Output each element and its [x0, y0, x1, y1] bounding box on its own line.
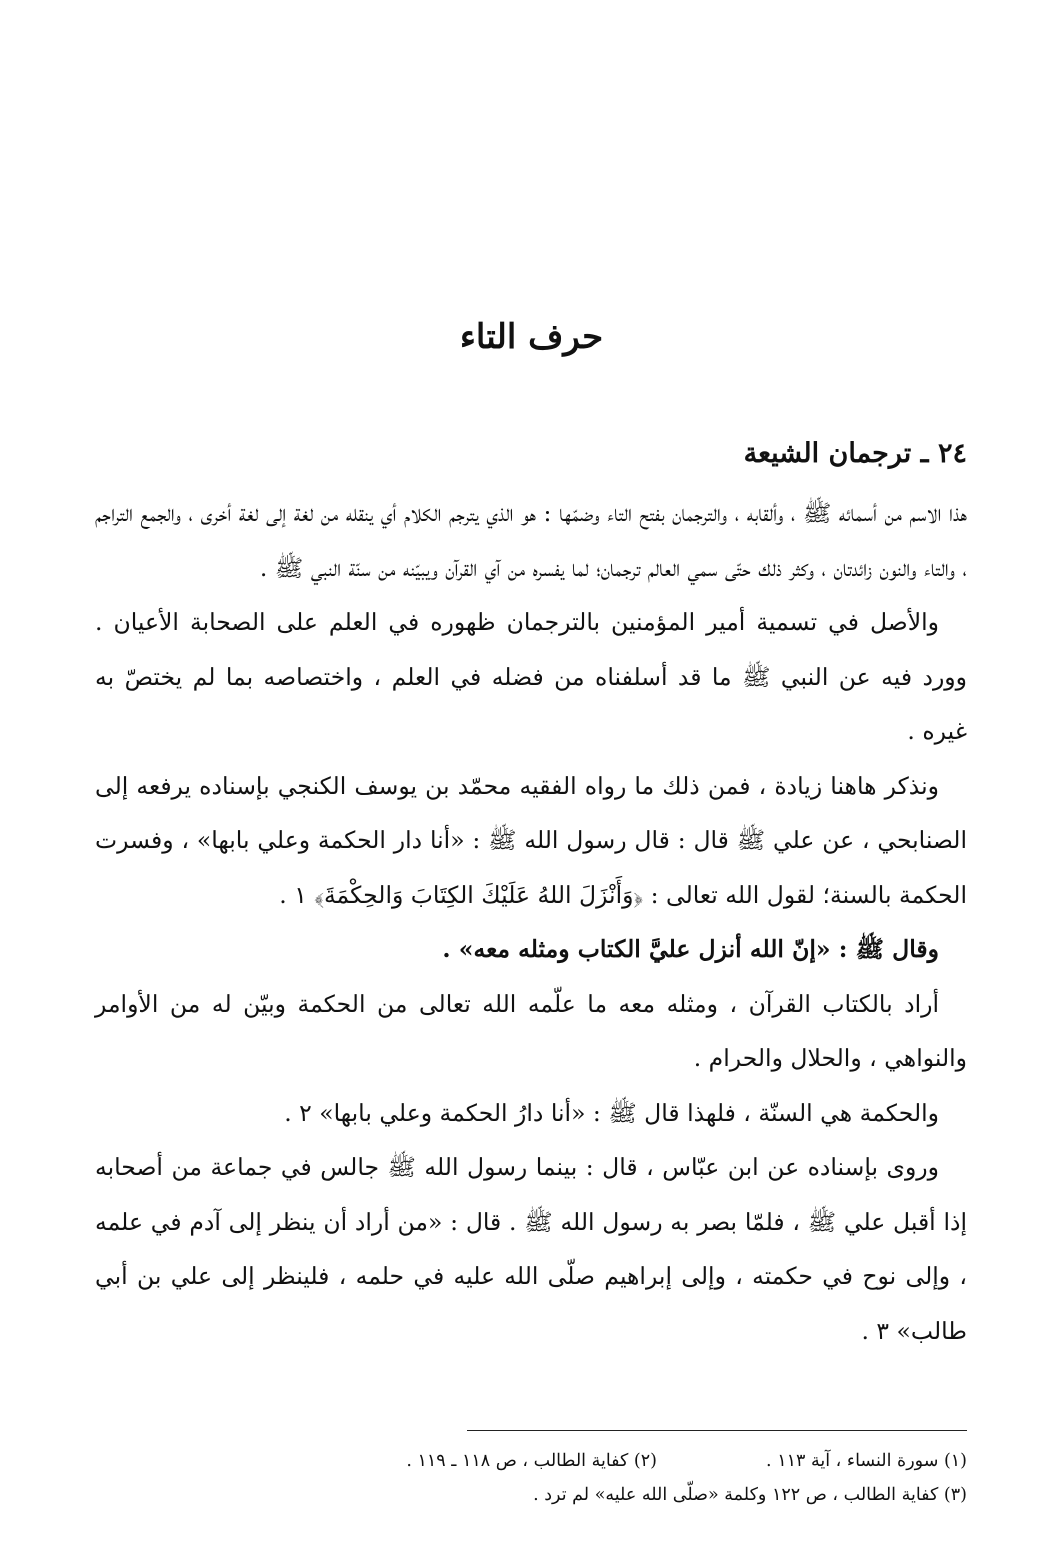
paragraph-2: والأصل في تسمية أمير المؤمنين بالترجمان ظهوره في العلم على الصحابة الأعيان . وورد فيه عن النبي ﷺ ما قد أسلفناه من فضله في العلم ، واختصاصه بما لم يختصّ به غيره .	[95, 608, 967, 745]
paragraph-5: أراد بالكتاب القرآن ، ومثله معه ما علّمه الله تعالى من الحكمة وبيّن له من الأوامر والنواهي ، والحلال والحرام .	[95, 989, 967, 1072]
paragraph-4: وقال ﷺ : «إنّ الله أنزل عليَّ الكتاب ومثله معه» .	[442, 935, 939, 963]
paragraph-1: هذا الاسم من أسمائه ﷺ ، وألقابه ، والترجمان بفتح التاء وضمّها : هو الذي يترجم الكلام أي ينقله من لغة إلى لغة أخرى ، والجمع التراجم ، والتاء والنون زائدتان ، وكثر ذلك حتّى سمي العالم ترجمان؛ لما يفسره من آي القرآن ويبيّنه من سنّة النبي ﷺ .	[95, 499, 967, 582]
footnotes	[247, 1444, 967, 1512]
footnote-2: (٢) كفاية الطالب ، ص ١١٨ ـ ١١٩ .	[406, 1451, 657, 1471]
paragraph-6: والحكمة هي السنّة ، فلهذا قال ﷺ : «أنا دارُ الحكمة وعلي بابها» ٢ .	[284, 1098, 939, 1127]
footnote-3: (٣) كفاية الطالب ، ص ١٢٢ وكلمة «صلّى الله عليه» لم ترد .	[533, 1485, 967, 1505]
footnote-row	[247, 1444, 967, 1478]
entry-heading: ٢٤ ـ ترجمان الشيعة	[743, 438, 967, 469]
footnote-1: (١) سورة النساء ، آية ١١٣ .	[766, 1451, 967, 1471]
paragraph-7: وروى بإسناده عن ابن عبّاس ، قال : بينما رسول الله ﷺ جالس في جماعة من أصحابه إذا أقبل علي ﷺ ، فلمّا بصر به رسول الله ﷺ . قال : «من أراد أن ينظر إلى آدم في علمه ، وإلى نوح في حكمته ، وإلى إبراهيم صلّى الله عليه في حلمه ، فلينظر إلى علي بن أبي طالب» ٣ .	[95, 1153, 967, 1345]
chapter-title: حرف التاء	[459, 317, 604, 357]
paragraph-3: ونذكر هاهنا زيادة ، فمن ذلك ما رواه الفقيه محمّد بن يوسف الكنجي بإسناده يرفعه إلى الصنابحي ، عن علي ﷺ قال : قال رسول الله ﷺ : «أنا دار الحكمة وعلي بابها» ، وفسرت الحكمة بالسنة؛ لقول الله تعالى : ﴿وَأَنْزَلَ اللهُ عَلَيْكَ الكِتَابَ وَالحِكْمَةَ﴾ ١ .	[95, 771, 967, 909]
entry-body	[95, 486, 967, 1358]
footnote-divider	[467, 1430, 967, 1431]
footnote-row	[247, 1478, 967, 1512]
